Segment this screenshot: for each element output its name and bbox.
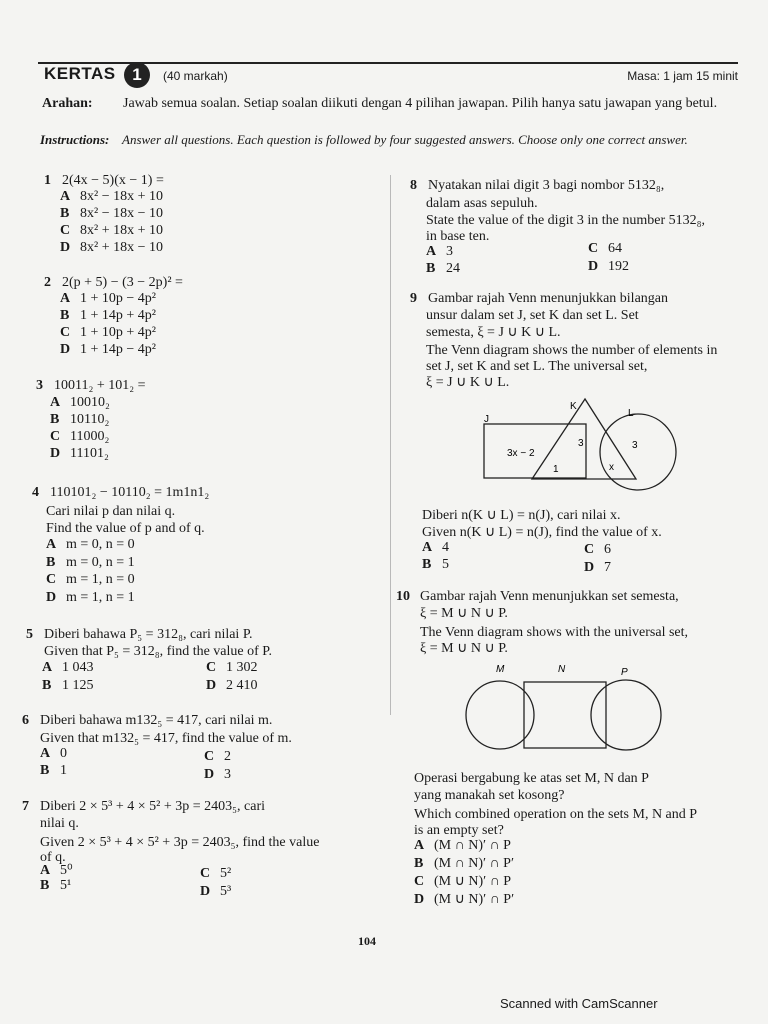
question-8-english: State the value of the digit 3 in the number 5132₈,	[426, 213, 705, 228]
label-m: M	[496, 664, 505, 675]
option-6b[interactable]: B 1	[40, 763, 67, 778]
question-6: 6 Diberi bahawa m132₅ = 417, cari nilai m.	[22, 713, 273, 728]
set-n-rectangle	[524, 682, 606, 748]
scanner-watermark: Scanned with CamScanner	[500, 996, 658, 1011]
column-divider	[390, 175, 391, 715]
question-10-english-4: is an empty set?	[414, 823, 504, 838]
question-5-english: Given that P₅ = 312₈, find the value of P.	[44, 644, 273, 659]
set-k-triangle	[532, 399, 636, 479]
question-10-line3: Operasi bergabung ke atas set M, N dan P	[414, 771, 649, 786]
option-8c[interactable]: C 64	[588, 241, 622, 256]
question-9-english-3: ξ = J ∪ K ∪ L.	[426, 375, 510, 390]
question-8-english-2: in base ten.	[426, 229, 490, 244]
option-9c[interactable]: C 6	[584, 542, 611, 557]
option-9b[interactable]: B 5	[422, 557, 449, 572]
option-7d[interactable]: D 5³	[200, 884, 232, 899]
region-j-only: 3x − 2	[507, 448, 535, 459]
paper-number-badge: 1	[124, 62, 150, 88]
option-8d[interactable]: D 192	[588, 259, 629, 274]
question-7-line2: nilai q.	[40, 816, 79, 831]
question-1	[44, 172, 164, 189]
option-6a[interactable]: A 0	[40, 746, 67, 761]
question-4-english: Find the value of p and of q.	[46, 521, 205, 536]
option-10a[interactable]: A (M ∩ N)′ ∩ P	[414, 838, 511, 853]
option-6d[interactable]: D 3	[204, 767, 231, 782]
option-10c[interactable]: C (M ∪ N)′ ∩ P	[414, 874, 512, 889]
option-7c[interactable]: C 5²	[200, 866, 232, 881]
label-k: K	[570, 401, 577, 412]
question-9-line4: Diberi n(K ∪ L) = n(J), cari nilai x.	[422, 508, 621, 523]
paper-title: KERTAS	[44, 64, 116, 83]
region-k-l: x	[609, 462, 614, 473]
question-8: 8 Nyatakan nilai digit 3 bagi nombor 5132₈,	[410, 178, 665, 193]
option-3d[interactable]: D 11101₂	[50, 446, 109, 461]
option-5d[interactable]: D 2 410	[206, 678, 258, 693]
option-8b[interactable]: B 24	[426, 261, 460, 276]
venn-diagram-mnp	[460, 660, 670, 760]
question-9-line2: unsur dalam set J, set K dan set L. Set	[426, 308, 639, 323]
question-5: 5 Diberi bahawa P₅ = 312₈, cari nilai P.	[26, 627, 253, 642]
option-2a[interactable]: A 1 + 10p − 4p²	[60, 291, 156, 306]
option-5b[interactable]: B 1 125	[42, 678, 94, 693]
label-l: L	[628, 408, 634, 419]
option-4a[interactable]: A m = 0, n = 0	[46, 537, 135, 552]
total-marks: (40 markah)	[163, 69, 228, 83]
label-n: N	[558, 664, 566, 675]
option-7a[interactable]: A 5⁰	[40, 863, 73, 878]
set-p-circle	[591, 680, 661, 750]
question-9-english-4: Given n(K ∪ L) = n(J), find the value of x.	[422, 525, 662, 540]
option-7b[interactable]: B 5¹	[40, 878, 72, 893]
question-7: 7 Diberi 2 × 5³ + 4 × 5² + 3p = 2403₅, cari	[22, 799, 265, 814]
region-j-k: 1	[553, 464, 559, 475]
question-10: 10 Gambar rajah Venn menunjukkan set semesta,	[396, 589, 679, 604]
option-3c[interactable]: C 11000₂	[50, 429, 110, 444]
page-number: 104	[358, 934, 376, 948]
question-7-english-2: of q.	[40, 850, 66, 865]
instructions-label: Instructions:	[40, 132, 110, 147]
question-10-english: The Venn diagram shows with the universal set,	[420, 625, 689, 640]
question-10-english-3: Which combined operation on the sets M, N and P	[414, 807, 698, 822]
option-6c[interactable]: C 2	[204, 749, 231, 764]
option-4d[interactable]: D m = 1, n = 1	[46, 590, 135, 605]
question-3: 3 10011₂ + 101₂ =	[36, 378, 146, 393]
option-9a[interactable]: A 4	[422, 540, 449, 555]
question-text: 2(4x − 5)(x − 1) =	[62, 173, 164, 188]
option-4b[interactable]: B m = 0, n = 1	[46, 555, 135, 570]
arahan-text: Jawab semua soalan. Setiap soalan diikuti dengan 4 pilihan jawapan. Pilih hanya satu jawapan yang betul.	[123, 96, 718, 111]
option-10d[interactable]: D (M ∪ N)′ ∩ P′	[414, 892, 515, 907]
set-l-circle	[600, 414, 676, 490]
question-4: 4 110101₂ − 10110₂ = 1m1n1₂	[32, 485, 210, 500]
question-9-line3: semesta, ξ = J ∪ K ∪ L.	[426, 325, 561, 340]
question-2: 2 2(p + 5) − (3 − 2p)² =	[44, 275, 183, 290]
option-9d[interactable]: D 7	[584, 560, 611, 575]
label-p: P	[621, 667, 628, 678]
question-10-line2: ξ = M ∪ N ∪ P.	[420, 606, 508, 621]
option-4c[interactable]: C m = 1, n = 0	[46, 572, 135, 587]
option-1d[interactable]: D 8x² + 18x − 10	[60, 240, 163, 255]
question-4-malay: Cari nilai p dan nilai q.	[46, 504, 176, 519]
option-2c[interactable]: C 1 + 10p + 4p²	[60, 325, 156, 340]
option-1a[interactable]: A 8x² − 18x + 10	[60, 189, 163, 204]
option-3b[interactable]: B 10110₂	[50, 412, 110, 427]
set-j-rectangle	[484, 424, 586, 478]
question-7-english: Given 2 × 5³ + 4 × 5² + 3p = 2403₅, find the value	[40, 835, 320, 850]
option-5a[interactable]: A 1 043	[42, 660, 94, 675]
time-allowed: Masa: 1 jam 15 minit	[627, 69, 738, 83]
option-8a[interactable]: A 3	[426, 244, 453, 259]
region-k-only: 3	[578, 438, 584, 449]
question-8-line2: dalam asas sepuluh.	[426, 196, 538, 211]
venn-diagram-jkl	[470, 394, 700, 496]
question-9-english-2: set J, set K and set L. The universal set,	[426, 359, 648, 374]
question-9-english: The Venn diagram shows the number of elements in	[426, 343, 718, 358]
option-10b[interactable]: B (M ∩ N)′ ∩ P′	[414, 856, 515, 871]
option-3a[interactable]: A 10010₂	[50, 395, 110, 410]
option-2d[interactable]: D 1 + 14p − 4p²	[60, 342, 156, 357]
region-l-only: 3	[632, 440, 638, 451]
option-2b[interactable]: B 1 + 14p + 4p²	[60, 308, 156, 323]
option-1c[interactable]: C 8x² + 18x + 10	[60, 223, 163, 238]
label-j: J	[484, 414, 489, 425]
question-9: 9 Gambar rajah Venn menunjukkan bilangan	[410, 291, 669, 306]
option-1b[interactable]: B 8x² − 18x − 10	[60, 206, 163, 221]
arahan-label: Arahan:	[42, 96, 93, 111]
question-10-line4: yang manakah set kosong?	[414, 788, 565, 803]
question-number: 1	[44, 173, 51, 188]
instructions-text: Answer all questions. Each question is followed by four suggested answers. Choose only one correct answer.	[122, 132, 688, 147]
option-5c[interactable]: C 1 302	[206, 660, 258, 675]
question-10-english-2: ξ = M ∪ N ∪ P.	[420, 641, 508, 656]
question-6-english: Given that m132₅ = 417, find the value of m.	[40, 731, 292, 746]
